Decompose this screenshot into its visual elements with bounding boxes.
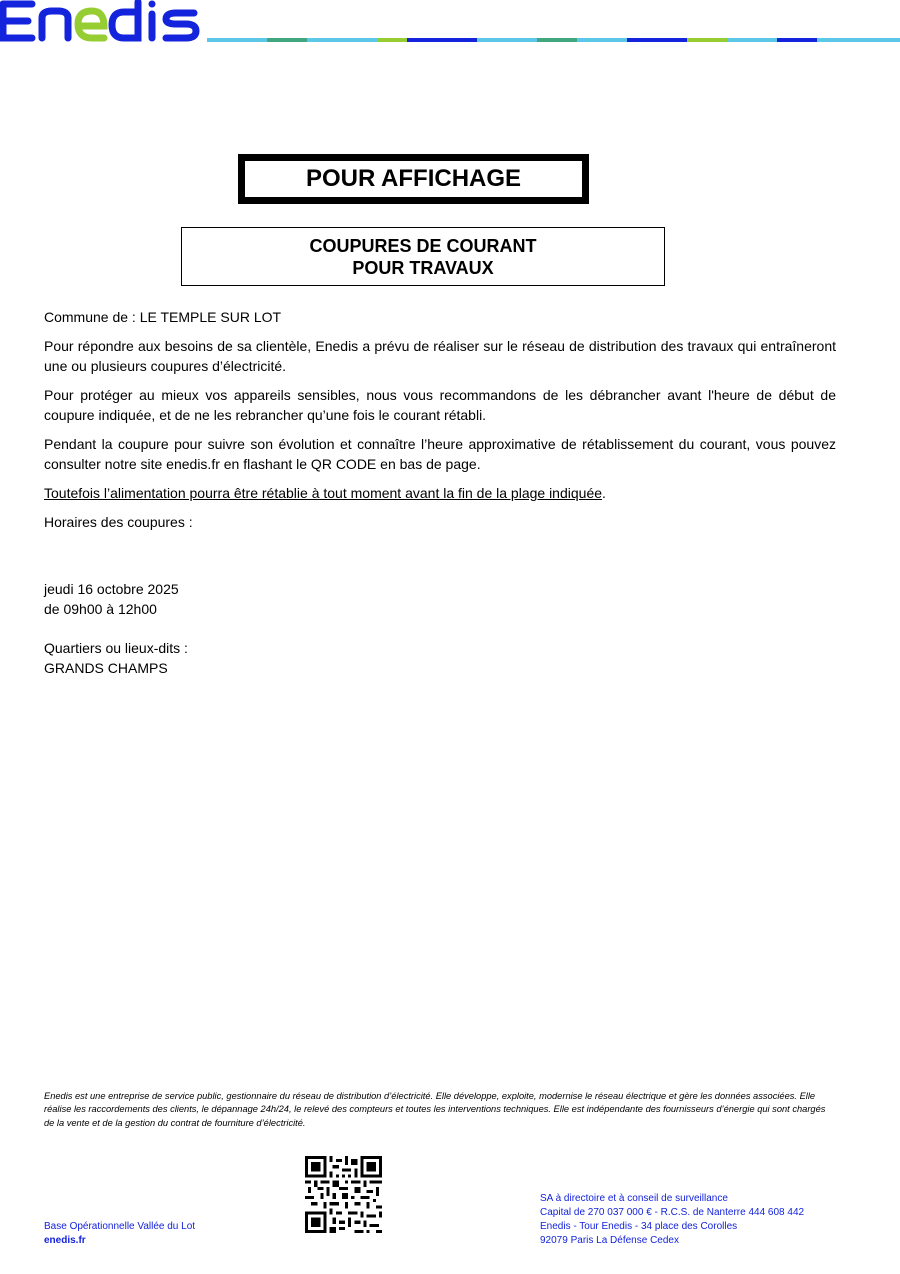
header-color-line [207,38,900,42]
enedis-logo [0,0,200,42]
footer-capital: Capital de 270 037 000 € - R.C.S. de Nanterre 444 608 442 [540,1207,805,1218]
notice-title: POUR AFFICHAGE [244,160,583,198]
outage-date: jeudi 16 octobre 2025 [44,581,179,597]
areas-label: Quartiers ou lieux-dits : [44,640,188,656]
paragraph-2: Pour protéger au mieux vos appareils sensibles, nous vous recommandons de les débrancher avant l'heure de début de coupure indiquée, et de ne les rebrancher qu’une fois le courant rétabli. [44,387,836,423]
subtitle-line2: POUR TRAVAUX [352,257,494,278]
qr-code-icon[interactable] [305,1156,382,1233]
outage-time: de 09h00 à 12h00 [44,601,157,617]
footer-company-type: SA à directoire et à conseil de surveillance [540,1193,728,1204]
subtitle-line1: COUPURES DE COURANT [309,235,537,256]
restoration-warning: Toutefois l’alimentation pourra être rétablie à tout moment avant la fin de la plage indiquée [44,485,603,501]
subtitle-box [181,227,665,286]
paragraph-4-end: . [602,485,606,501]
footer-address: Enedis - Tour Enedis - 34 place des Corolles [540,1221,738,1232]
notice-body [44,307,836,678]
area-name: GRANDS CHAMPS [44,660,168,676]
footer-left [44,1220,195,1247]
footer-website-link[interactable]: enedis.fr [44,1234,86,1246]
paragraph-1: Pour répondre aux besoins de sa clientèle, Enedis a prévu de réaliser sur le réseau de distribution des travaux qui entraîneront une ou plusieurs coupures d’électricité. [44,338,836,374]
legal-disclaimer: Enedis est une entreprise de service public, gestionnaire du réseau de distribution d’électricité. Elle développe, exploite, modernise le réseau électrique et gère les données associées. Elle réalise les raccordements des clients, le dépannage 24h/24, le relevé des compteurs et toutes les interventions techniques. Elle est indépendante des fournisseurs d’énergie qui sont chargés de la vente et de la gestion du contrat de fourniture d’électricité. [44,1091,826,1128]
footer-city: 92079 Paris La Défense Cedex [540,1235,679,1246]
paragraph-4 [44,483,836,503]
schedule-label: Horaires des coupures : [44,514,193,530]
commune-line: Commune de : LE TEMPLE SUR LOT [44,309,282,325]
footer-right [540,1192,804,1248]
title-box [238,154,589,204]
footer-base-name: Base Opérationnelle Vallée du Lot [44,1221,196,1232]
paragraph-3: Pendant la coupure pour suivre son évolution et connaître l’heure approximative de rétablissement du courant, vous pouvez consulter notre site enedis.fr en flashant le QR CODE en bas de page. [44,436,836,472]
